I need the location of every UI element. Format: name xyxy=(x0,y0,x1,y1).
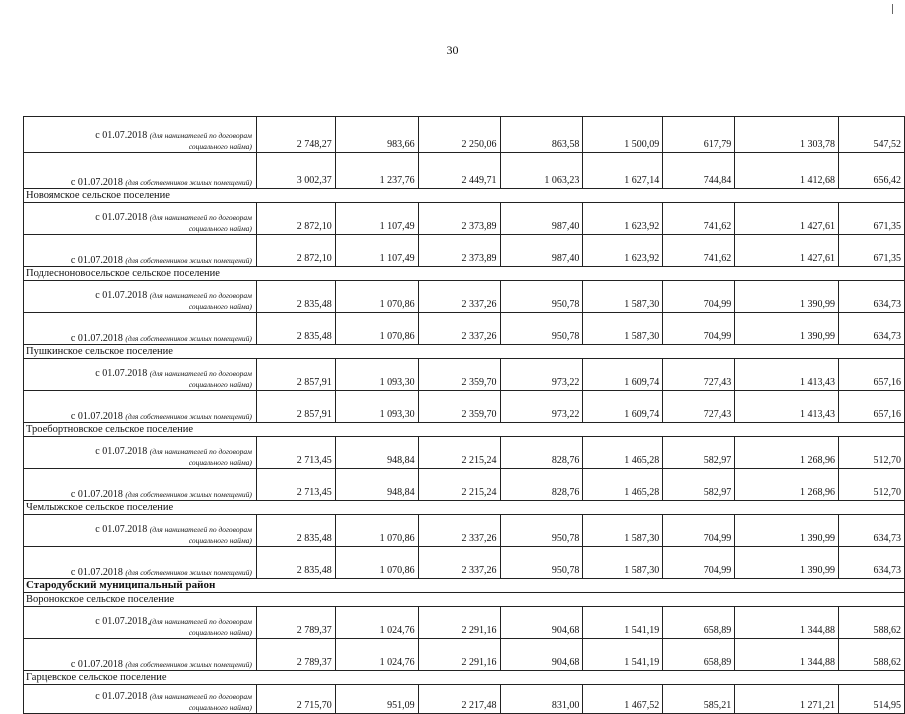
tariff-value-cell: 2 215,24 xyxy=(418,437,500,469)
tenant-tariff-row xyxy=(24,203,905,235)
tariff-value-cell: 1 412,68 xyxy=(735,153,839,189)
tariff-value-cell: 1 303,78 xyxy=(735,117,839,153)
tariff-value-cell: 948,84 xyxy=(335,469,418,501)
period-label: с 01.07.2018 xyxy=(70,255,123,266)
owner-note: (для собственников жилых помещений) xyxy=(125,256,252,265)
tariff-value-cell: 1 271,21 xyxy=(735,685,839,714)
tariff-value-cell: 1 427,61 xyxy=(735,235,839,267)
tenant-note-line1: (для нанимателей по договорам xyxy=(149,447,252,456)
tariff-value-cell: 1 427,61 xyxy=(735,203,839,235)
tariff-value-cell: 2 291,16 xyxy=(418,607,500,639)
tariff-value-cell: 2 789,37 xyxy=(256,607,335,639)
tariff-value-cell: 1 344,88 xyxy=(735,639,839,671)
tariff-value-cell: 1 390,99 xyxy=(735,281,839,313)
tenant-note-line1: (для нанимателей по договорам xyxy=(149,291,252,300)
owner-note: (для собственников жилых помещений) xyxy=(125,334,252,343)
tariff-value-cell: 2 359,70 xyxy=(418,391,500,423)
period-label: с 01.07.2018 xyxy=(70,659,123,670)
tariff-value-cell: 973,22 xyxy=(500,359,583,391)
tariff-value-cell: 704,99 xyxy=(663,515,735,547)
tariff-value-cell: 2 215,24 xyxy=(418,469,500,501)
tariff-value-cell: 2 713,45 xyxy=(256,437,335,469)
tariff-value-cell: 1 587,30 xyxy=(583,313,663,345)
tariff-value-cell: 2 748,27 xyxy=(256,117,335,153)
tariff-value-cell: 1 609,74 xyxy=(583,391,663,423)
tariff-value-cell: 2 337,26 xyxy=(418,547,500,579)
tenant-tariff-row xyxy=(24,607,905,639)
settlement-header-row xyxy=(24,423,905,437)
tariff-value-cell: 634,73 xyxy=(839,281,905,313)
tariff-value-cell: 828,76 xyxy=(500,437,583,469)
tenant-note-line1: (для нанимателей по договорам xyxy=(149,617,252,626)
tariff-value-cell: 514,95 xyxy=(839,685,905,714)
tariff-value-cell: 2 337,26 xyxy=(418,515,500,547)
tariff-value-cell: 2 789,37 xyxy=(256,639,335,671)
owner-tariff-row xyxy=(24,639,905,671)
tenant-note-line1: (для нанимателей по договорам xyxy=(149,369,252,378)
tariff-value-cell: 617,79 xyxy=(663,117,735,153)
tariff-value-cell: 741,62 xyxy=(663,235,735,267)
tariff-value-cell: 828,76 xyxy=(500,469,583,501)
tariff-value-cell: 658,89 xyxy=(663,639,735,671)
period-label: с 01.07.2018 xyxy=(70,333,123,344)
owner-tariff-row xyxy=(24,313,905,345)
tariff-value-cell: 863,58 xyxy=(500,117,583,153)
tariff-value-cell: 704,99 xyxy=(663,547,735,579)
owner-note: (для собственников жилых помещений) xyxy=(125,568,252,577)
tariff-value-cell: 1 587,30 xyxy=(583,547,663,579)
tariff-value-cell: 588,62 xyxy=(839,639,905,671)
tariff-value-cell: 671,35 xyxy=(839,235,905,267)
owner-tariff-row xyxy=(24,153,905,189)
tenant-note-line1: (для нанимателей по договорам xyxy=(149,692,252,701)
period-label: с 01.07.2018 xyxy=(95,616,148,627)
tariff-value-cell: 2 872,10 xyxy=(256,203,335,235)
tariff-value-cell: 950,78 xyxy=(500,515,583,547)
tariff-value-cell: 2 835,48 xyxy=(256,547,335,579)
tariff-value-cell: 1 541,19 xyxy=(583,639,663,671)
period-label: с 01.07.2018 xyxy=(95,691,148,702)
tariff-value-cell: 634,73 xyxy=(839,547,905,579)
period-label: с 01.07.2018 xyxy=(95,130,148,141)
tariff-value-cell: 3 002,37 xyxy=(256,153,335,189)
tenant-tariff-row xyxy=(24,117,905,153)
settlement-header-row xyxy=(24,501,905,515)
row-label xyxy=(24,685,257,714)
tariff-value-cell: 1 024,76 xyxy=(335,639,418,671)
tariff-value-cell: 657,16 xyxy=(839,359,905,391)
tariff-value-cell: 1 070,86 xyxy=(335,547,418,579)
tariff-value-cell: 1 623,92 xyxy=(583,203,663,235)
tariff-value-cell: 588,62 xyxy=(839,607,905,639)
period-label: с 01.07.2018 xyxy=(95,368,148,379)
tariff-value-cell: 950,78 xyxy=(500,547,583,579)
tenant-note-line2: социального найма) xyxy=(188,142,252,151)
tariff-value-cell: 1 587,30 xyxy=(583,281,663,313)
tenant-tariff-row xyxy=(24,685,905,714)
tariff-value-cell: 951,09 xyxy=(335,685,418,714)
scan-speck xyxy=(148,623,150,625)
tariff-value-cell: 987,40 xyxy=(500,235,583,267)
tariff-value-cell: 2 872,10 xyxy=(256,235,335,267)
tariff-value-cell: 2 715,70 xyxy=(256,685,335,714)
tariff-value-cell: 657,16 xyxy=(839,391,905,423)
tariff-value-cell: 1 390,99 xyxy=(735,515,839,547)
tariff-value-cell: 1 587,30 xyxy=(583,515,663,547)
tariff-value-cell: 2 250,06 xyxy=(418,117,500,153)
tenant-note-line2: социального найма) xyxy=(188,536,252,545)
tariff-value-cell: 1 268,96 xyxy=(735,437,839,469)
owner-tariff-row xyxy=(24,391,905,423)
corner-mark xyxy=(892,4,893,14)
tariff-value-cell: 1 413,43 xyxy=(735,391,839,423)
tariff-value-cell: 585,21 xyxy=(663,685,735,714)
tenant-note-line1: (для нанимателей по договорам xyxy=(149,525,252,534)
district-name: Стародубский муниципальный район xyxy=(24,579,905,593)
tariff-value-cell: 2 337,26 xyxy=(418,281,500,313)
district-header-row xyxy=(24,579,905,593)
owner-tariff-row xyxy=(24,235,905,267)
period-label: с 01.07.2018 xyxy=(95,524,148,535)
tariff-value-cell: 2 857,91 xyxy=(256,391,335,423)
tariff-value-cell: 2 373,89 xyxy=(418,235,500,267)
tariff-value-cell: 904,68 xyxy=(500,639,583,671)
tariff-value-cell: 2 337,26 xyxy=(418,313,500,345)
row-label xyxy=(24,235,257,267)
tariff-value-cell: 1 093,30 xyxy=(335,359,418,391)
tariff-value-cell: 1 500,09 xyxy=(583,117,663,153)
owner-note: (для собственников жилых помещений) xyxy=(125,412,252,421)
tariff-value-cell: 2 373,89 xyxy=(418,203,500,235)
tariff-value-cell: 658,89 xyxy=(663,607,735,639)
tariff-value-cell: 2 835,48 xyxy=(256,515,335,547)
row-label xyxy=(24,469,257,501)
settlement-header-row xyxy=(24,593,905,607)
tenant-note-line2: социального найма) xyxy=(188,703,252,712)
settlement-name: Троебортновское сельское поселение xyxy=(24,423,905,437)
tenant-tariff-row xyxy=(24,359,905,391)
owner-tariff-row xyxy=(24,547,905,579)
tariff-value-cell: 1 627,14 xyxy=(583,153,663,189)
tariff-value-cell: 1 070,86 xyxy=(335,515,418,547)
tariff-value-cell: 1 237,76 xyxy=(335,153,418,189)
tariff-value-cell: 671,35 xyxy=(839,203,905,235)
tariff-value-cell: 1 609,74 xyxy=(583,359,663,391)
tenant-tariff-row xyxy=(24,281,905,313)
tariff-table xyxy=(23,116,905,714)
tariff-value-cell: 1 107,49 xyxy=(335,203,418,235)
row-label xyxy=(24,203,257,235)
tariff-value-cell: 727,43 xyxy=(663,391,735,423)
tenant-tariff-row xyxy=(24,437,905,469)
tariff-value-cell: 704,99 xyxy=(663,313,735,345)
tenant-note-line1: (для нанимателей по договорам xyxy=(149,213,252,222)
settlement-header-row xyxy=(24,189,905,203)
row-label xyxy=(24,515,257,547)
settlement-name: Пушкинское сельское поселение xyxy=(24,345,905,359)
tariff-value-cell: 1 465,28 xyxy=(583,469,663,501)
tenant-note-line2: социального найма) xyxy=(188,628,252,637)
tariff-value-cell: 1 467,52 xyxy=(583,685,663,714)
tariff-value-cell: 2 449,71 xyxy=(418,153,500,189)
tenant-note-line2: социального найма) xyxy=(188,302,252,311)
period-label: с 01.07.2018 xyxy=(70,489,123,500)
tariff-value-cell: 1 063,23 xyxy=(500,153,583,189)
row-label xyxy=(24,313,257,345)
owner-note: (для собственников жилых помещений) xyxy=(125,660,252,669)
tariff-value-cell: 2 217,48 xyxy=(418,685,500,714)
tariff-value-cell: 704,99 xyxy=(663,281,735,313)
tenant-note-line1: (для нанимателей по договорам xyxy=(149,131,252,140)
owner-tariff-row xyxy=(24,469,905,501)
tariff-value-cell: 512,70 xyxy=(839,469,905,501)
tariff-value-cell: 582,97 xyxy=(663,437,735,469)
row-label xyxy=(24,437,257,469)
period-label: с 01.07.2018 xyxy=(70,177,123,188)
tariff-value-cell: 2 835,48 xyxy=(256,281,335,313)
tenant-tariff-row xyxy=(24,515,905,547)
tariff-value-cell: 744,84 xyxy=(663,153,735,189)
tariff-value-cell: 1 390,99 xyxy=(735,313,839,345)
tariff-value-cell: 634,73 xyxy=(839,313,905,345)
tariff-value-cell: 582,97 xyxy=(663,469,735,501)
tariff-value-cell: 1 344,88 xyxy=(735,607,839,639)
owner-note: (для собственников жилых помещений) xyxy=(125,490,252,499)
row-label xyxy=(24,281,257,313)
tariff-value-cell: 1 070,86 xyxy=(335,281,418,313)
tariff-value-cell: 1 070,86 xyxy=(335,313,418,345)
page-number: 30 xyxy=(446,43,459,57)
period-label: с 01.07.2018 xyxy=(70,411,123,422)
tariff-value-cell: 1 465,28 xyxy=(583,437,663,469)
settlement-header-row xyxy=(24,345,905,359)
tariff-value-cell: 904,68 xyxy=(500,607,583,639)
tenant-note-line2: социального найма) xyxy=(188,458,252,467)
tariff-value-cell: 2 359,70 xyxy=(418,359,500,391)
tariff-value-cell: 512,70 xyxy=(839,437,905,469)
tariff-value-cell: 1 268,96 xyxy=(735,469,839,501)
tariff-value-cell: 1 093,30 xyxy=(335,391,418,423)
period-label: с 01.07.2018 xyxy=(95,290,148,301)
tariff-value-cell: 1 413,43 xyxy=(735,359,839,391)
tariff-value-cell: 1 107,49 xyxy=(335,235,418,267)
row-label xyxy=(24,391,257,423)
tariff-value-cell: 547,52 xyxy=(839,117,905,153)
row-label xyxy=(24,359,257,391)
tariff-value-cell: 987,40 xyxy=(500,203,583,235)
row-label xyxy=(24,547,257,579)
tariff-value-cell: 1 390,99 xyxy=(735,547,839,579)
tenant-note-line2: социального найма) xyxy=(188,380,252,389)
row-label xyxy=(24,117,257,153)
settlement-name: Чемлыжское сельское поселение xyxy=(24,501,905,515)
tenant-note-line2: социального найма) xyxy=(188,224,252,233)
tariff-value-cell: 2 835,48 xyxy=(256,313,335,345)
row-label xyxy=(24,607,257,639)
tariff-value-cell: 1 623,92 xyxy=(583,235,663,267)
tariff-value-cell: 950,78 xyxy=(500,281,583,313)
settlement-name: Гарцевское сельское поселение xyxy=(24,671,905,685)
tariff-table-body xyxy=(24,117,905,714)
tariff-value-cell: 2 857,91 xyxy=(256,359,335,391)
tariff-value-cell: 634,73 xyxy=(839,515,905,547)
tariff-value-cell: 973,22 xyxy=(500,391,583,423)
period-label: с 01.07.2018 xyxy=(70,567,123,578)
tariff-value-cell: 741,62 xyxy=(663,203,735,235)
tariff-value-cell: 950,78 xyxy=(500,313,583,345)
tariff-value-cell: 2 713,45 xyxy=(256,469,335,501)
row-label xyxy=(24,153,257,189)
period-label: с 01.07.2018 xyxy=(95,446,148,457)
tariff-value-cell: 1 024,76 xyxy=(335,607,418,639)
tariff-value-cell: 727,43 xyxy=(663,359,735,391)
settlement-name: Воронокское сельское поселение xyxy=(24,593,905,607)
tariff-value-cell: 983,66 xyxy=(335,117,418,153)
tariff-value-cell: 831,00 xyxy=(500,685,583,714)
row-label xyxy=(24,639,257,671)
settlement-name: Подлесноновосельское сельское поселение xyxy=(24,267,905,281)
settlement-header-row xyxy=(24,671,905,685)
tariff-value-cell: 1 541,19 xyxy=(583,607,663,639)
owner-note: (для собственников жилых помещений) xyxy=(125,178,252,187)
settlement-name: Новоямское сельское поселение xyxy=(24,189,905,203)
tariff-value-cell: 2 291,16 xyxy=(418,639,500,671)
tariff-value-cell: 656,42 xyxy=(839,153,905,189)
settlement-header-row xyxy=(24,267,905,281)
tariff-value-cell: 948,84 xyxy=(335,437,418,469)
period-label: с 01.07.2018 xyxy=(95,212,148,223)
